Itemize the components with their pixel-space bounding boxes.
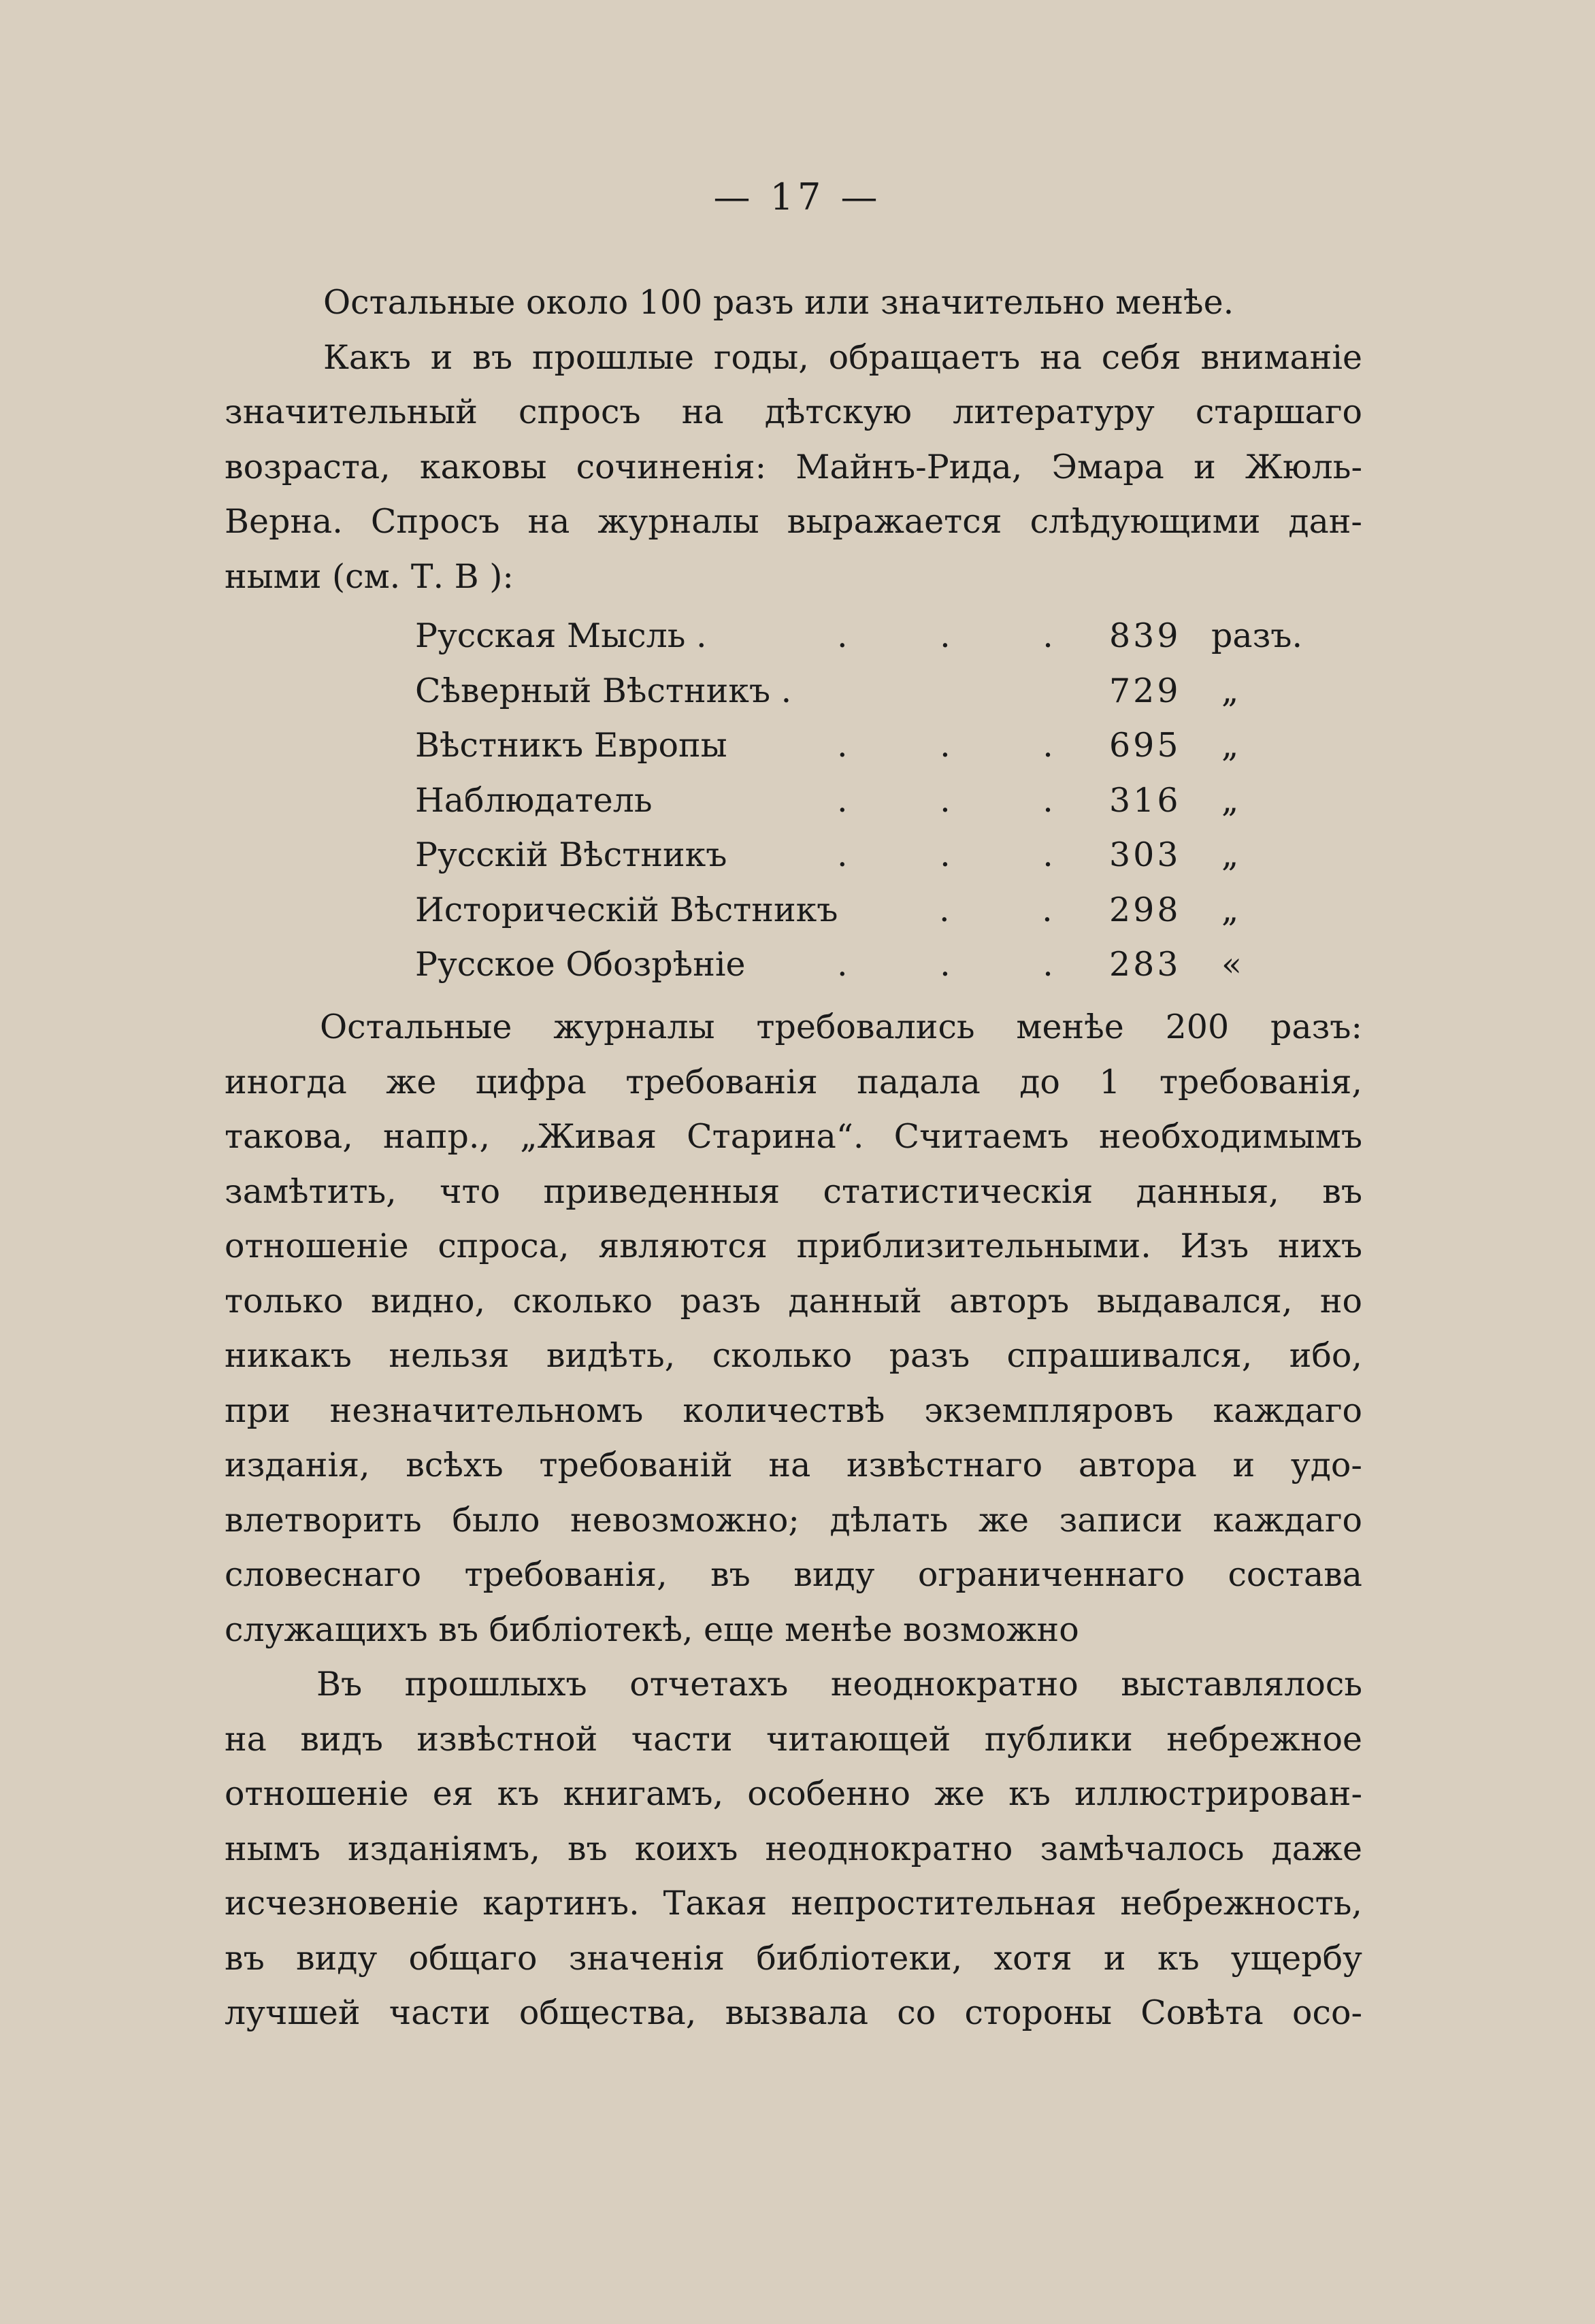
journal-name: Вѣстникъ Европы (415, 726, 727, 765)
text-line: возраста, каковы сочиненія: Майнъ-Рида, Эмара и Жюль- (225, 447, 1362, 486)
journal-count: 839 (1109, 616, 1181, 655)
text-line: при незначительномъ количествѣ экземпляровъ каждаго (225, 1391, 1362, 1430)
text-line: лучшей части общества, вызвала со стороны Совѣта осо- (225, 1993, 1362, 2032)
journal-row (415, 883, 1320, 938)
journal-row (415, 774, 1320, 829)
text-line: отношеніе ея къ книгамъ, особенно же къ иллюстрирован- (225, 1774, 1362, 1813)
leader-dots: . . . (837, 726, 1094, 765)
journal-unit: „ (1221, 780, 1239, 820)
journal-name: Русская Мысль . (415, 616, 707, 655)
text-line: Остальные около 100 разъ или значительно менѣе. (323, 283, 1234, 322)
journal-count: 303 (1109, 835, 1181, 874)
leader-dots: . . (939, 890, 1094, 929)
leader-dots: . . . (837, 616, 1094, 655)
text-line: Въ прошлыхъ отчетахъ неоднократно выставлялось (316, 1665, 1362, 1704)
leader-dots: . . . (837, 945, 1094, 984)
text-line: Верна. Спросъ на журналы выражается слѣдующими дан- (225, 502, 1362, 541)
journal-count: 729 (1109, 671, 1181, 710)
journal-count: 316 (1109, 780, 1181, 820)
text-line: исчезновеніе картинъ. Такая непростительная небрежность, (225, 1884, 1362, 1923)
journal-unit: „ (1221, 835, 1239, 874)
text-line: ными (см. Т. В ): (225, 557, 514, 596)
text-line: въ виду общаго значенія библіотеки, хотя и къ ущербу (225, 1938, 1362, 1978)
journal-name: Русское Обозрѣніе (415, 945, 746, 984)
text-line: изданія, всѣхъ требованій на извѣстнаго автора и удо- (225, 1446, 1362, 1484)
journal-name: Сѣверный Вѣстникъ . (415, 671, 792, 710)
journal-row (415, 937, 1320, 993)
text-line: словеснаго требованія, въ виду ограниченнаго состава (225, 1555, 1362, 1594)
journal-unit: разъ. (1211, 616, 1303, 655)
journal-name: Русскій Вѣстникъ (415, 835, 727, 874)
text-line: служащихъ въ библіотекѣ, еще менѣе возможно (225, 1610, 1079, 1649)
text-line: на видъ извѣстной части читающей публики небрежное (225, 1719, 1362, 1759)
journal-row (415, 609, 1320, 664)
journal-unit: „ (1221, 726, 1239, 765)
journal-row (415, 828, 1320, 883)
text-line: влетворить было невозможно; дѣлать же записи каждаго (225, 1500, 1362, 1540)
journal-count: 283 (1109, 945, 1181, 984)
journal-name: Историческій Вѣстникъ (415, 890, 838, 929)
journal-unit: « (1221, 945, 1242, 984)
journal-unit: „ (1221, 671, 1239, 710)
text-line: замѣтить, что приведенныя статистическія данныя, въ (225, 1172, 1362, 1211)
page-number: — 17 — (713, 176, 882, 218)
text-line: отношеніе спроса, являются приблизительными. Изъ нихъ (225, 1227, 1362, 1265)
text-line: такова, напр., „Живая Старина“. Считаемъ необходимымъ (225, 1117, 1362, 1156)
text-line: только видно, сколько разъ данный авторъ выдавался, но (225, 1281, 1362, 1321)
leader-dots: . . . (837, 835, 1094, 874)
journal-count: 695 (1109, 726, 1181, 765)
text-line: никакъ нельзя видѣть, сколько разъ спрашивался, ибо, (225, 1336, 1362, 1375)
paragraph-bottom (225, 1000, 1362, 2041)
journal-row (415, 718, 1320, 774)
text-line: Остальные журналы требовались менѣе 200 разъ: (320, 1008, 1362, 1046)
journal-name: Наблюдатель (415, 780, 653, 820)
journal-unit: „ (1221, 890, 1239, 929)
leader-dots: . . . (837, 780, 1094, 820)
text-line: иногда же цифра требованія падала до 1 требованія, (225, 1062, 1362, 1101)
text-line: Какъ и въ прошлые годы, обращаетъ на себя вниманіе (323, 337, 1362, 377)
text-line: нымъ изданіямъ, въ коихъ неоднократно замѣчалось даже (225, 1829, 1362, 1868)
text-line: значительный спросъ на дѣтскую литературу старшаго (225, 393, 1362, 431)
journal-count: 298 (1109, 890, 1181, 929)
journal-demand-list (415, 609, 1320, 993)
journal-row (415, 664, 1320, 719)
paragraph-top (225, 276, 1362, 604)
